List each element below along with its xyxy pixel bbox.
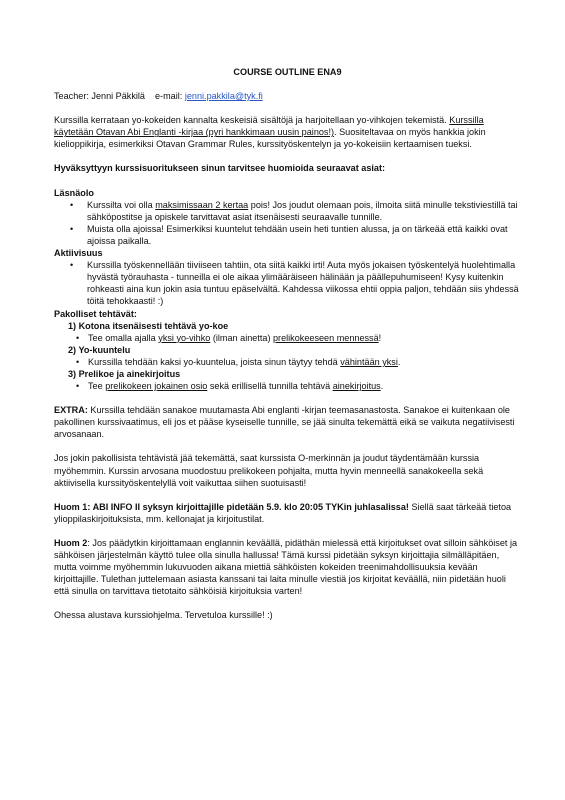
text: .: [380, 381, 384, 392]
underlined-text: ainekirjoitus: [332, 381, 381, 392]
spacer: [54, 597, 521, 609]
huom2-text: : Jos päädytkin kirjoittamaan englannin keväällä, pidäthän mielessä että kirjoitukset ovat silloin sähköiset ja sähköisen järjestelmän käyttö tulee olla sinulla hallussa! Tämä kurssi pidetään syksyn kirjoittajia silmälläpitäen, mutta voimme myöhemmin lukuvuoden aikana miettiä sähköisten kokeiden treenimahdollisuuksia kevään kirjoittajille. Tulethan juttelemaan asiasta kanssani tai laita minulle viestiä jos kirjoitat keväällä, niin pidetään huoli että sinulla on tarvittava tietotaito sähköisiä kirjoituksia varten!: [54, 537, 518, 597]
text: sekä erillisellä tunnilla tehtävä: [207, 381, 333, 392]
huom1-bold-text: : ABI INFO II syksyn kirjoittajille pidetään 5.9. klo 20:05 TYKin juhlasalissa!: [87, 501, 409, 512]
text: Kurssilta voi olla: [87, 199, 156, 210]
extra-label: EXTRA:: [54, 405, 88, 416]
task-3-title: 3) Prelikoe ja ainekirjoitus: [68, 368, 181, 379]
spacer: [54, 440, 521, 452]
task-2-title: 2) Yo-kuuntelu: [68, 344, 131, 355]
lasnaolo-heading: Läsnäolo: [54, 187, 94, 198]
text: Kurssilla tehdään kaksi yo-kuuntelua, joista sinun täytyy tehdä: [88, 356, 341, 367]
email-label: e-mail:: [155, 91, 183, 102]
aktiivisuus-list: [54, 259, 521, 307]
underlined-text: yksi yo-vihko: [158, 332, 211, 343]
list-item: • Kurssilla työskennellään tiiviiseen tahtiin, ota siitä kaikki irti! Auta myös jokaisen työskentelyä huolehtimalla hyvästä työrauhasta - tunneilla ei ole aikaa ylimääräiseen hälinään ja päällepuhumiseen! Kysy kuitenkin rohkeasti aina kun jokin asia tuntuu epäselvältä. Kahdessa viikossa ehtii oppia paljon, tehdään siis yhdessä töitä tehokkaasti! :): [54, 259, 521, 307]
intro-paragraph: [54, 114, 521, 150]
huom1-label: Huom 1: [54, 501, 88, 512]
task-1-title: 1) Kotona itsenäisesti tehtävä yo-koe: [68, 320, 229, 331]
requirements-title: Hyväksyttyyn kurssisuoritukseen sinun tarvitsee huomioida seuraavat asiat:: [54, 163, 386, 174]
underlined-text: vähintään yksi: [340, 356, 398, 367]
document-title: COURSE OUTLINE ENA9: [233, 67, 342, 77]
task-1-list: [54, 332, 521, 344]
text: .: [397, 356, 401, 367]
underlined-text: prelikokeen jokainen osio: [105, 381, 208, 392]
spacer: [54, 392, 521, 404]
closing-line: Ohessa alustava kurssiohjelma. Tervetuloa kurssille! :): [54, 610, 273, 621]
teacher-line: [54, 90, 521, 102]
text: !: [378, 332, 382, 343]
pakolliset-heading: Pakolliset tehtävät:: [54, 308, 137, 319]
huom1-text: Siellä saat tärkeää tietoa ylioppilaskirjoituksista, mm. kellonajat ja kirjoitustilat.: [54, 501, 512, 524]
task-2-list: [54, 356, 521, 368]
underlined-text: maksimissaan 2 kertaa: [155, 199, 249, 210]
intro-text: Kurssilla kerrataan yo-kokeiden kannalta keskeisiä sisältöjä ja harjoitellaan yo-vihkojen tekemistä.: [54, 115, 450, 126]
list-item: [54, 356, 521, 368]
grading-paragraph: Jos jokin pakollisista tehtävistä jää tekemättä, saat kurssista O-merkinnän ja joudut täydentämään kurssia myöhemmin. Kurssin arvosana muodostuu prelikokeen pohjalta, mutta hyvin menneellä sanakokeella sekä aktiivisella kurssityöskentelyllä voit vaikuttaa siihen suotuisasti!: [54, 453, 484, 488]
email-link[interactable]: jenni.pakkila@tyk.fi: [184, 91, 263, 102]
aktiivisuus-heading: Aktiivisuus: [54, 248, 103, 259]
extra-paragraph: [54, 404, 521, 440]
underlined-text: prelikokeeseen mennessä: [273, 332, 379, 343]
text: Tee omalla ajalla: [88, 332, 159, 343]
huom1-paragraph: [54, 501, 521, 525]
lasnaolo-list: [54, 199, 521, 247]
list-item: [54, 199, 521, 223]
task-3-list: [54, 380, 521, 392]
list-item: [54, 380, 521, 392]
huom2-paragraph: [54, 537, 521, 597]
list-item: [54, 332, 521, 344]
extra-text: Kurssilla tehdään sanakoe muutamasta Abi englanti -kirjan teemasanastosta. Sanakoe ei kuitenkaan ole pakollinen kurssivaatimus, eli jos et pääse kyseiselle tunnille, se jää sinulta tekemättä eikä se vaikuta negatiivisesti arvosanaan.: [54, 405, 515, 440]
text: pois! Jos joudut olemaan pois, ilmoita siitä minulle tekstiviestillä tai sähköpostitse ja opiskele tarvittavat asiat itsenäisesti seuraavalle tunnille.: [87, 199, 518, 222]
spacer: [54, 489, 521, 501]
spacer: [54, 525, 521, 537]
intro-text-rest: . Suositeltavaa on myös hankkia jokin kielioppikirja, esimerkiksi Otavan Grammar Rules, kurssityöskentelyn ja yo-kokeisiin kertaamisen tueksi.: [54, 127, 486, 150]
huom2-label: Huom 2: [54, 537, 88, 548]
teacher-name: Teacher: Jenni Päkkilä: [54, 91, 145, 102]
text: (ilman ainetta): [210, 332, 273, 343]
list-item: • Muista olla ajoissa! Esimerkiksi kuuntelut tehdään usein heti tuntien alussa, ja on tärkeää että kaikki ovat ajoissa paikalla.: [54, 223, 521, 247]
intro-book-note: Kurssilla käytetään Otavan Abi Englanti -kirjaa (pyri hankkimaan uusin painos!): [54, 115, 484, 138]
text: Tee: [88, 381, 106, 392]
